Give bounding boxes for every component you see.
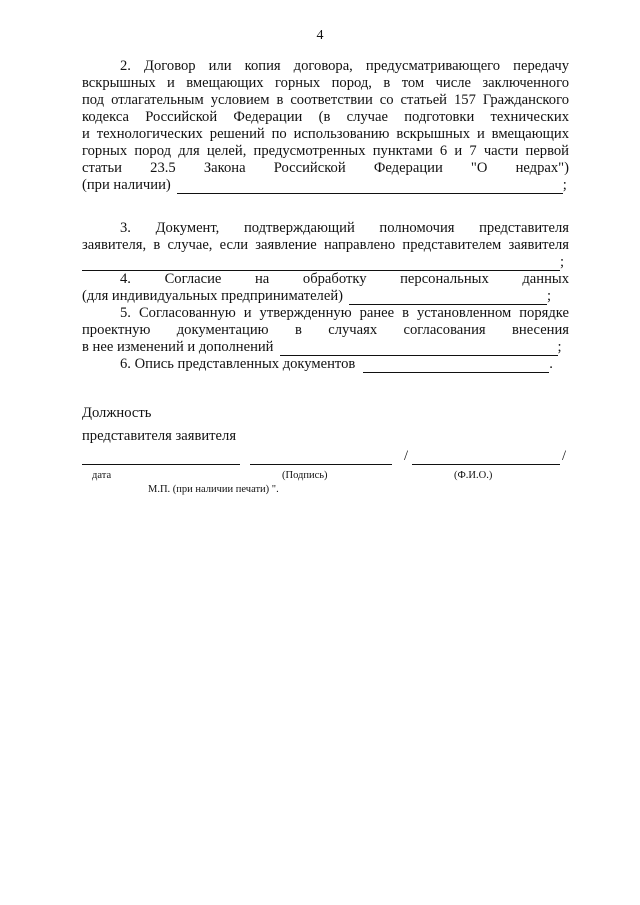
item-2-end: ; bbox=[562, 177, 567, 193]
stamp-note: М.П. (при наличии печати) ". bbox=[148, 484, 279, 495]
signature-block bbox=[82, 405, 569, 505]
item-2-line: 2. Договор или копия договора, предусматривающего передачу bbox=[120, 58, 569, 74]
item-5-tail: в нее изменений и дополнений bbox=[82, 339, 274, 355]
item-2-tail: (при наличии) bbox=[82, 177, 171, 193]
item-4-fill-row bbox=[82, 288, 569, 305]
item-3-blank-line[interactable] bbox=[82, 258, 560, 271]
item-5 bbox=[82, 305, 569, 356]
item-5-line: проектную документацию в случаях согласования внесения bbox=[82, 322, 569, 338]
item-2-line: кодекса Российской Федерации (в случае подготовки технических bbox=[82, 109, 569, 125]
item-2-blank-line[interactable] bbox=[177, 181, 563, 194]
item-3 bbox=[82, 220, 569, 271]
document-body bbox=[82, 58, 569, 505]
slash-right: / bbox=[562, 448, 567, 464]
name-label: (Ф.И.О.) bbox=[454, 470, 493, 481]
item-4-blank-line[interactable] bbox=[349, 292, 547, 305]
signature-label: (Подпись) bbox=[282, 470, 328, 481]
item-4-end: ; bbox=[547, 288, 552, 304]
item-2 bbox=[82, 58, 569, 194]
item-6-text: 6. Опись представленных документов bbox=[120, 356, 356, 372]
item-3-fill-row bbox=[82, 254, 569, 271]
item-3-end: ; bbox=[560, 254, 565, 270]
item-6-blank-line[interactable] bbox=[363, 360, 549, 373]
item-2-line: вскрышных и вмещающих горных пород, в том числе заключенного bbox=[82, 75, 569, 91]
item-3-line: заявителя, в случае, если заявление направлено представителем заявителя bbox=[82, 237, 569, 253]
item-4 bbox=[82, 271, 569, 305]
item-2-line: горных пород для целей, предусмотренных пунктами 6 и 7 части первой bbox=[82, 143, 569, 159]
item-5-end: ; bbox=[557, 339, 562, 355]
position-label-2: представителя заявителя bbox=[82, 428, 237, 444]
date-label: дата bbox=[92, 470, 112, 481]
item-4-tail: (для индивидуальных предпринимателей) bbox=[82, 288, 343, 304]
slash-left: / bbox=[404, 448, 409, 464]
item-2-line: статьи 23.5 Закона Российской Федерации "О недрах") bbox=[82, 160, 569, 176]
item-6-end: . bbox=[549, 356, 553, 372]
item-5-fill-row bbox=[82, 339, 569, 356]
item-6 bbox=[82, 356, 569, 373]
item-5-line: 5. Согласованную и утвержденную ранее в установленном порядке bbox=[120, 305, 569, 321]
item-3-line: 3. Документ, подтверждающий полномочия представителя bbox=[120, 220, 569, 236]
name-field[interactable] bbox=[412, 463, 560, 465]
item-5-blank-line[interactable] bbox=[280, 343, 558, 356]
date-field[interactable] bbox=[82, 463, 240, 465]
item-2-fill-row bbox=[82, 177, 569, 194]
signature-field[interactable] bbox=[250, 463, 392, 465]
item-4-line: 4. Согласие на обработку персональных данных bbox=[120, 271, 569, 287]
item-2-line: под отлагательным условием в соответствии со статьей 157 Гражданского bbox=[82, 92, 569, 108]
page-number: 4 bbox=[316, 28, 324, 43]
signature-fields bbox=[82, 445, 569, 505]
item-2-line: и технологических решений по использованию вскрышных и вмещающих bbox=[82, 126, 569, 142]
position-label: Должность bbox=[82, 405, 152, 421]
